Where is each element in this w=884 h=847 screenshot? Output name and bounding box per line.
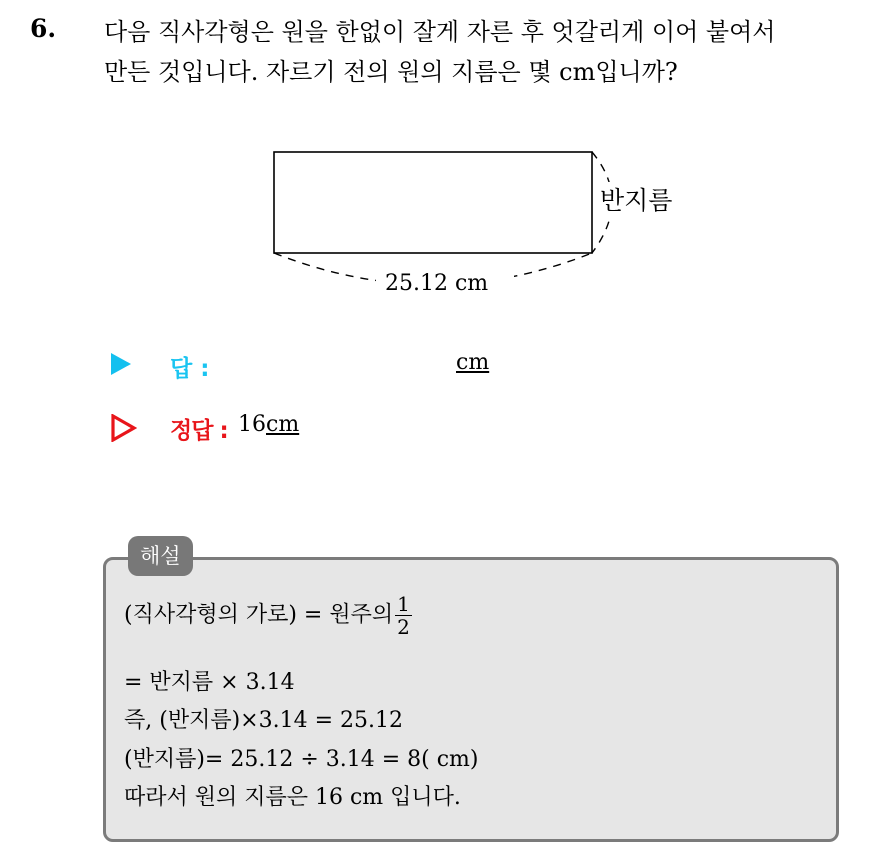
question-line-1: 다음 직사각형은 원을 한없이 잘게 자른 후 엇갈리게 이어 붙여서 — [104, 18, 776, 46]
explanation-line-1 — [124, 593, 412, 638]
answer-unit: cm — [456, 350, 490, 375]
explanation-line-3: 즉, (반지름)×3.14 = 25.12 — [124, 708, 403, 733]
fraction-denominator: 2 — [397, 615, 410, 639]
solution-unit: cm — [266, 412, 300, 437]
explanation-line-1-text: (직사각형의 가로) = 원주의 — [124, 602, 394, 628]
solution-number: 16 — [238, 412, 266, 437]
solution-value — [238, 412, 299, 437]
question-number: 6. — [30, 14, 57, 43]
question-line-2: 만든 것입니다. 자르기 전의 원의 지름은 몇 cm입니까? — [104, 58, 678, 86]
solution-label: 정답 : — [170, 418, 228, 444]
figure-bottom-label: 25.12 cm — [385, 271, 489, 296]
explanation-line-2: = 반지름 × 3.14 — [124, 670, 295, 695]
solution-marker-icon — [111, 414, 137, 442]
answer-label: 답 : — [170, 356, 210, 382]
explanation-line-4: (반지름)= 25.12 ÷ 3.14 = 8( cm) — [124, 747, 479, 772]
answer-marker-icon — [111, 353, 131, 375]
fraction-numerator: 1 — [397, 592, 410, 616]
figure-rectangle — [274, 152, 592, 253]
fraction-one-half — [395, 593, 412, 638]
explanation-line-5: 따라서 원의 지름은 16 cm 입니다. — [124, 785, 461, 810]
figure-side-label: 반지름 — [600, 186, 673, 215]
explanation-tag: 해설 — [128, 536, 193, 576]
